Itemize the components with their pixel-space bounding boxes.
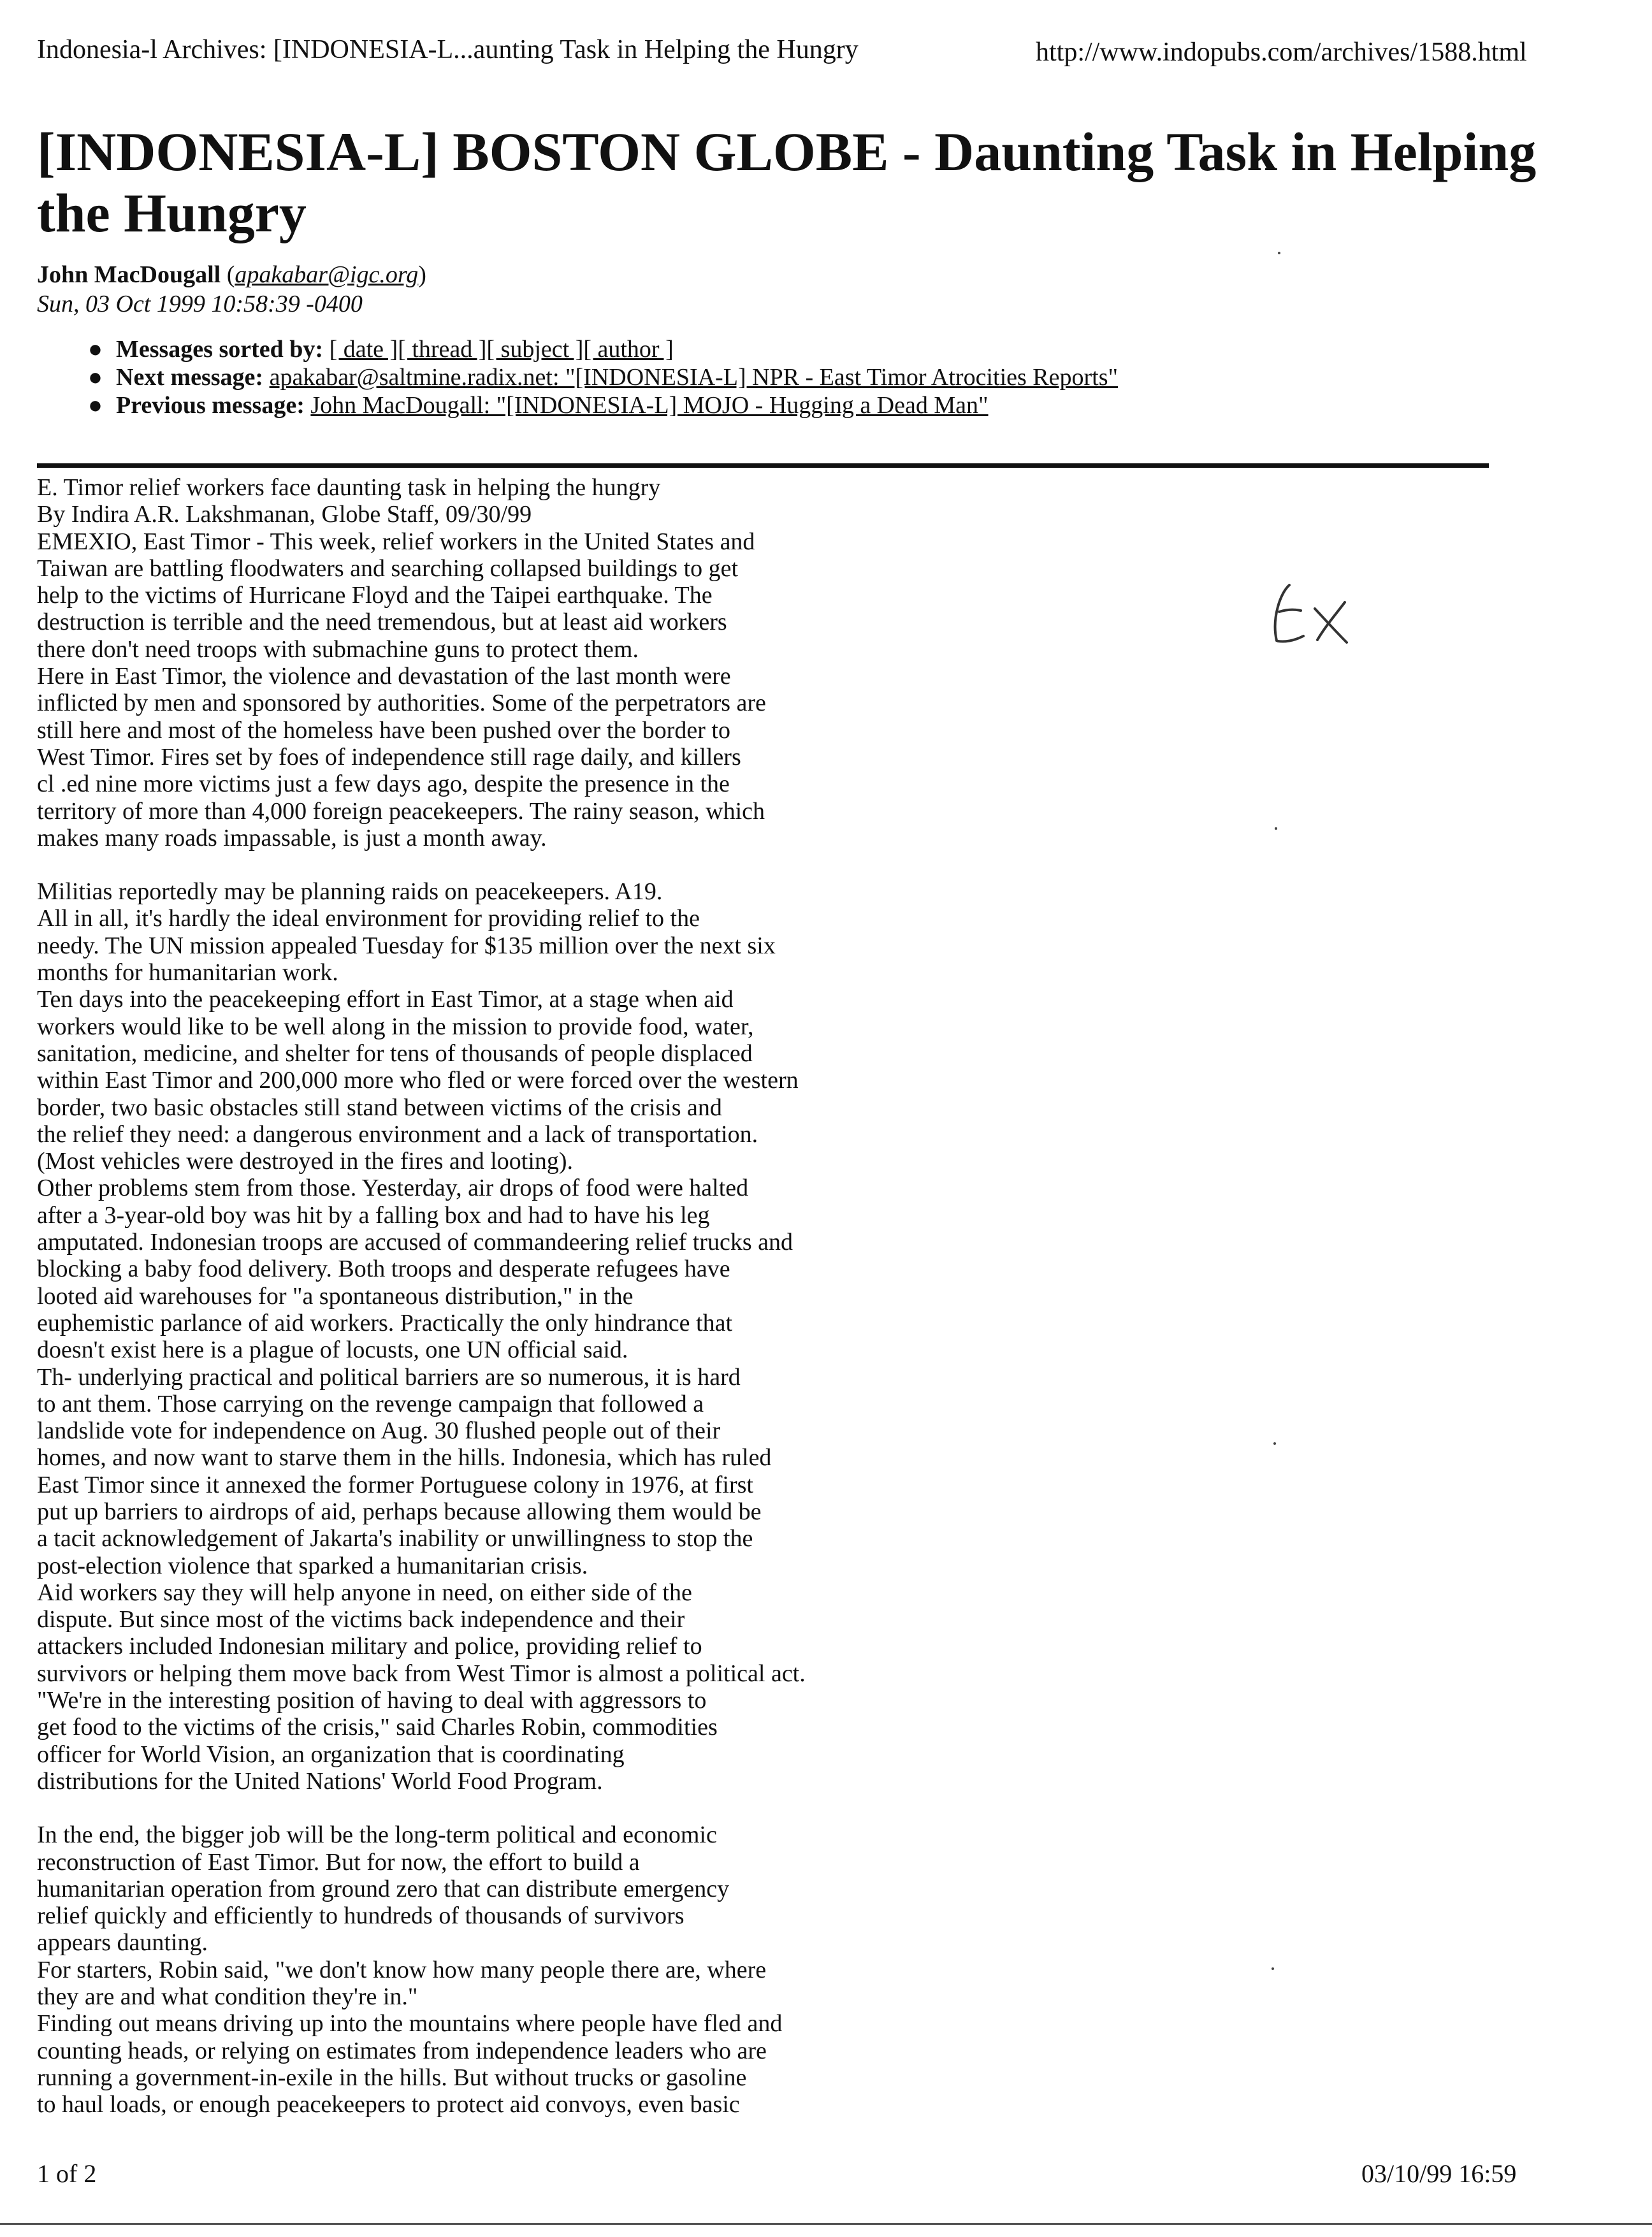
bullet-icon: ●: [88, 364, 103, 391]
article-paragraph-3: In the end, the bigger job will be the long-term political and economic reconstruction of East Timor. But for now, the effort to build a humanitarian operation from ground zero that can distribute emergency relief quickly and efficiently to hundreds of thousands of survivors appears daunting. For starters, Robin said, "we don't know how many people there are, where they are and what condition they're in." Finding out means driving up into the mountains where people have fled and counting heads, or relying on estimates from independence leaders who are running a government-in-exile in the hills. But without trucks or gasoline to haul loads, or enough peacekeepers to protect aid convoys, even basic: [37, 1821, 783, 2118]
bullet-icon: ●: [88, 392, 103, 419]
author-block: [37, 260, 426, 319]
handwritten-note: [1265, 574, 1361, 663]
nav-item-sorted: [88, 335, 1118, 363]
nav-sorted-label: Messages sorted by:: [116, 336, 324, 363]
author-email-link[interactable]: apakabar@igc.org: [235, 261, 419, 288]
page-title: [INDONESIA-L] BOSTON GLOBE - Daunting Task in Helping the Hungry: [37, 121, 1537, 243]
message-date: Sun, 03 Oct 1999 10:58:39 -0400: [37, 291, 363, 317]
speck: [1275, 827, 1277, 830]
speck: [1273, 1442, 1276, 1445]
bullet-icon: ●: [88, 336, 103, 363]
nav-item-next: [88, 363, 1118, 391]
message-navigation: [88, 335, 1118, 419]
horizontal-rule: [37, 463, 1489, 468]
print-header-url: http://www.indopubs.com/archives/1588.html: [1036, 38, 1527, 67]
print-timestamp: 03/10/99 16:59: [1361, 2159, 1517, 2188]
nav-sort-links[interactable]: [ date ][ thread ][ subject ][ author ]: [329, 336, 674, 363]
nav-item-previous: [88, 391, 1118, 419]
author-email-wrapper: (apakabar@igc.org): [226, 261, 426, 288]
author-name: John MacDougall: [37, 261, 221, 288]
bottom-edge-line: [0, 2223, 1652, 2225]
nav-prev-label: Previous message:: [116, 392, 305, 419]
speck: [1278, 252, 1280, 254]
previous-message-link[interactable]: John MacDougall: "[INDONESIA-L] MOJO - Hugging a Dead Man": [310, 392, 989, 419]
print-header-title: Indonesia-l Archives: [INDONESIA-L...aunting Task in Helping the Hungry: [37, 35, 859, 64]
speck: [1272, 1967, 1274, 1970]
next-message-link[interactable]: apakabar@saltmine.radix.net: "[INDONESIA-L] NPR - East Timor Atrocities Reports": [269, 364, 1119, 391]
article-paragraph-1: E. Timor relief workers face daunting task in helping the hungry By Indira A.R. Lakshmanan, Globe Staff, 09/30/99 EMEXIO, East Timor - This week, relief workers in the United States and Taiwan are battling floodwaters and searching collapsed buildings to get help to the victims of Hurricane Floyd and the Taipei earthquake. The destruction is terrible and the need tremendous, but at least aid workers there don't need troops with submachine guns to protect them. Here in East Timor, the violence and devastation of the last month were inflicted by men and sponsored by authorities. Some of the perpetrators are still here and most of the homeless have been pushed over the border to West Timor. Fires set by foes of independence still rage daily, and killers cl .ed nine more victims just a few days ago, despite the presence in the territory of more than 4,000 foreign peacekeepers. The rainy season, which makes many roads impassable, is just a month away.: [37, 474, 766, 851]
article-body: [37, 474, 955, 2118]
page-number: 1 of 2: [37, 2159, 97, 2188]
article-paragraph-2: Militias reportedly may be planning raids on peacekeepers. A19. All in all, it's hardly the ideal environment for providing relief to the needy. The UN mission appealed Tuesday for $135 million over the next six months for humanitarian work. Ten days into the peacekeeping effort in East Timor, at a stage when aid workers would like to be well along in the mission to provide food, water, sanitation, medicine, and shelter for tens of thousands of people displaced within East Timor and 200,000 more who fled or were forced over the western border, two basic obstacles still stand between victims of the crisis and the relief they need: a dangerous environment and a lack of transportation. (Most vehicles were destroyed in the fires and looting). Other problems stem from those. Yesterday, air drops of food were halted after a 3-year-old boy was hit by a falling box and had to have his leg amputated. Indonesian troops are accused of commandeering relief trucks and blocking a baby food delivery. Both troops and desperate refugees have looted aid warehouses for "a spontaneous distribution," in the euphemistic parlance of aid workers. Practically the only hindrance that doesn't exist here is a plague of locusts, one UN official said. Th- underlying practical and political barriers are so numerous, it is hard to ant them. Those carrying on the revenge campaign that followed a landslide vote for independence on Aug. 30 flushed people out of their homes, and now want to starve them in the hills. Indonesia, which has ruled East Timor since it annexed the former Portuguese colony in 1976, at first put up barriers to airdrops of aid, perhaps because allowing them would be a tacit acknowledgement of Jakarta's inability or unwillingness to stop the post-election violence that sparked a humanitarian crisis. Aid workers say they will help anyone in need, on either side of the dispute. But since most of the victims back independence and their attackers included Indonesian military and police, providing relief to survivors or helping them move back from West Timor is almost a political act. "We're in the interesting position of having to deal with aggressors to get food to the victims of the crisis," said Charles Robin, commodities officer for World Vision, an organization that is coordinating distributions for the United Nations' World Food Program.: [37, 878, 806, 1795]
nav-next-label: Next message:: [116, 364, 264, 391]
